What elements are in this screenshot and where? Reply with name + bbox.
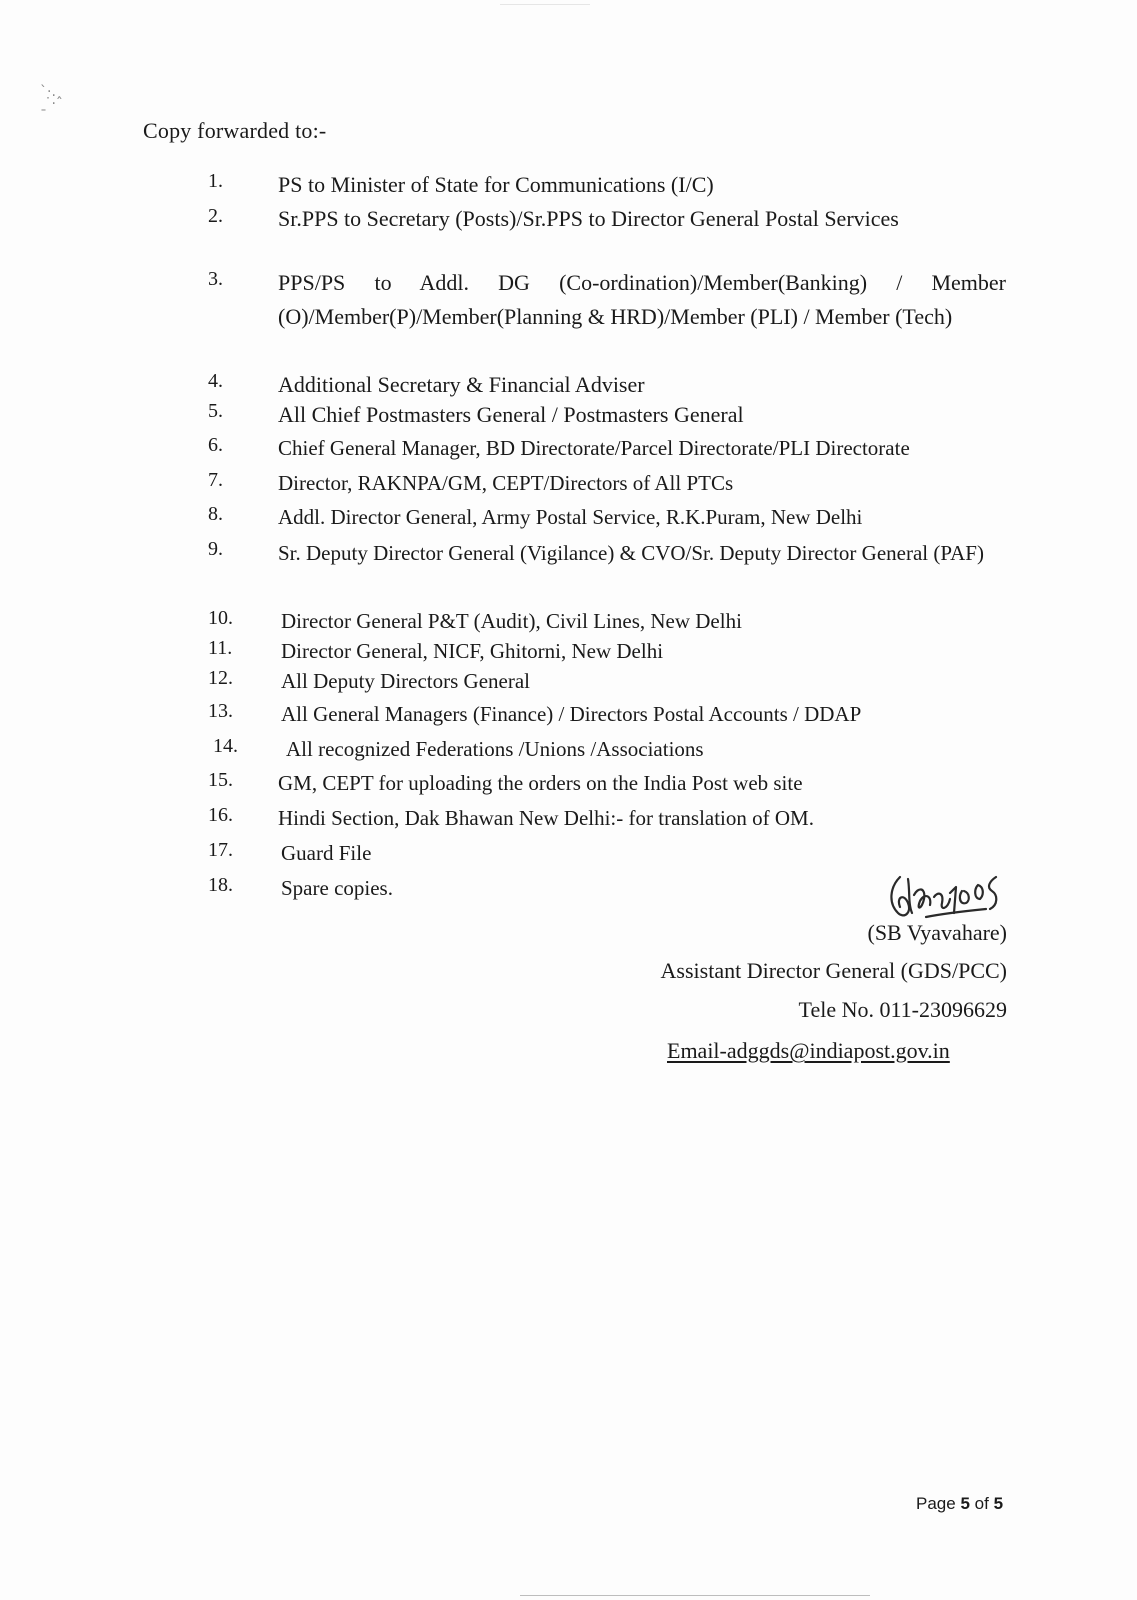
item-text: Additional Secretary & Financial Adviser [278,372,645,397]
signatory-designation: Assistant Director General (GDS/PCC) [660,958,1007,983]
item-text: Director, RAKNPA/GM, CEPT/Directors of All PTCs [278,471,734,495]
signatory-email: Email-adggds@indiapost.gov.in [667,1038,950,1063]
item-text: Sr.PPS to Secretary (Posts)/Sr.PPS to Director General Postal Services [278,206,899,231]
item-text: All Deputy Directors General [281,669,530,693]
page-total: 5 [993,1494,1004,1513]
item-number: 16. [208,804,233,826]
item-text: Director General, NICF, Ghitorni, New Delhi [281,639,664,663]
item-number: 3. [208,268,223,290]
item-number: 1. [208,170,223,192]
item-text: PS to Minister of State for Communications (I/C) [278,172,714,197]
item-number: 18. [208,874,233,896]
item-text: Sr. Deputy Director General (Vigilance) & CVO/Sr. Deputy Director General (PAF) [278,541,984,565]
item-text: All recognized Federations /Unions /Associations [286,737,704,761]
item-text: Hindi Section, Dak Bhawan New Delhi:- for translation of OM. [278,806,814,830]
page-word: Page [916,1494,956,1513]
item-text: All Chief Postmasters General / Postmasters General [278,402,744,427]
page-number [916,1494,1003,1514]
item-number: 13. [208,700,233,722]
item-number: 10. [208,607,233,629]
item-text: Director General P&T (Audit), Civil Lines, New Delhi [281,609,742,633]
item-number: 12. [208,667,233,689]
item-number: 14. [213,735,238,757]
item-number: 5. [208,400,223,422]
item-text: Addl. Director General, Army Postal Service, R.K.Puram, New Delhi [278,505,863,529]
item-text: GM, CEPT for uploading the orders on the India Post web site [278,771,803,795]
scan-specks: `·. ˙·ˆ ¯ [40,84,63,124]
item-number: 4. [208,370,223,392]
item-number: 17. [208,839,233,861]
signatory-phone: Tele No. 011-23096629 [798,997,1007,1022]
item-text: PPS/PS to Addl. DG (Co-ordination)/Member(Banking) / Member (O)/Member(P)/Member(Planning & HRD)/Member (PLI) / Member (Tech) [278,270,1006,329]
handwritten-signature [886,873,1016,925]
item-number: 2. [208,205,223,227]
item-text: Spare copies. [281,876,393,900]
item-number: 8. [208,503,223,525]
item-number: 7. [208,469,223,491]
of-word: of [974,1494,989,1513]
item-text: Chief General Manager, BD Directorate/Parcel Directorate/PLI Directorate [278,436,910,460]
item-text: Guard File [281,841,372,865]
copy-forwarded-heading: Copy forwarded to:- [143,118,327,143]
item-number: 11. [208,637,233,659]
scan-artifact-top [500,4,590,5]
item-number: 9. [208,538,223,560]
page-current: 5 [960,1494,970,1513]
item-text: All General Managers (Finance) / Directors Postal Accounts / DDAP [281,702,862,726]
scan-artifact-bottom [520,1595,870,1596]
item-number: 6. [208,434,223,456]
item-number: 15. [208,769,233,791]
signatory-name: (SB Vyavahare) [867,920,1007,945]
